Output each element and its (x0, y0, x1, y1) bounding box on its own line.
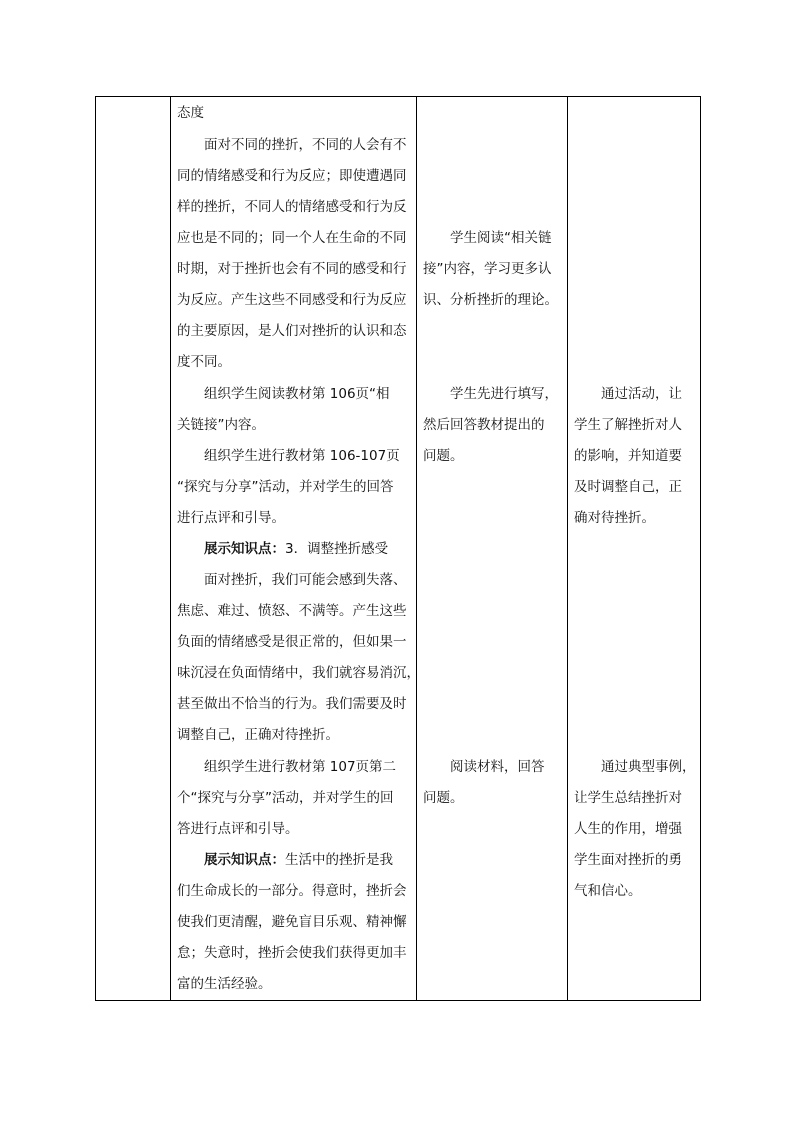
text-line: 富的生活经验。 (177, 976, 272, 992)
text-line: 组织学生进行教材第 106-107页 (204, 448, 400, 464)
table-row (96, 97, 701, 1001)
text-line: 怠；失意时，挫折会使我们获得更加丰 (177, 945, 407, 961)
text-line: 接”内容，学习更多认 (423, 261, 552, 277)
text-line: 学生了解挫折对人 (574, 417, 682, 433)
text-line: 时期，对于挫折也会有不同的感受和行 (177, 261, 407, 277)
design-intent-cell (568, 97, 701, 1001)
text-line: 态度 (177, 105, 204, 121)
knowledge-point-line (177, 541, 388, 557)
text-line: 们生命成长的一部分。得意时，挫折会 (177, 883, 407, 899)
lesson-plan-table (95, 96, 701, 1001)
blank-cell (96, 97, 171, 1001)
text-line: 识、分析挫折的理论。 (423, 292, 558, 308)
text-line: 甚至做出不恰当的行为。我们需要及时 (177, 696, 407, 712)
text-line: 人生的作用，增强 (574, 821, 682, 837)
text-line: 通过活动，让 (601, 386, 682, 402)
text-line: 面对挫折，我们可能会感到失落、 (204, 572, 407, 588)
knowledge-point-text: 生活中的挫折是我 (285, 852, 393, 868)
text-line: 组织学生进行教材第 107页第二 (204, 759, 397, 775)
text-line: 通过典型事例， (601, 759, 696, 775)
text-line: 让学生总结挫折对 (574, 790, 682, 806)
text-line: 同的情绪感受和行为反应；即使遭遇同 (177, 168, 407, 184)
text-line: 度不同。 (177, 354, 231, 370)
text-line: 组织学生阅读教材第 106页“相 (204, 386, 390, 402)
text-line: 的影响，并知道要 (574, 448, 682, 464)
text-line: 面对不同的挫折，不同的人会有不 (204, 137, 407, 153)
student-activity-cell (417, 97, 568, 1001)
knowledge-point-label: 展示知识点： (204, 852, 285, 868)
text-line: 学生阅读“相关链 (450, 230, 552, 246)
text-line: 进行点评和引导。 (177, 510, 285, 526)
text-line: 为反应。产生这些不同感受和行为反应 (177, 292, 407, 308)
text-line: 样的挫折，不同人的情绪感受和行为反 (177, 199, 407, 215)
teacher-activity-cell (171, 97, 420, 1001)
text-line: 应也是不同的；同一个人在生命的不同 (177, 230, 407, 246)
text-line: 学生先进行填写， (450, 386, 558, 402)
knowledge-point-line (177, 852, 393, 868)
text-line: 气和信心。 (574, 883, 642, 899)
text-line: 确对待挫折。 (574, 510, 655, 526)
text-line: 然后回答教材提出的 (423, 417, 545, 433)
knowledge-point-text: 3．调整挫折感受 (285, 541, 389, 557)
text-line: 问题。 (423, 448, 464, 464)
text-line: 关链接”内容。 (177, 417, 265, 433)
text-line: 答进行点评和引导。 (177, 821, 299, 837)
text-line: 味沉浸在负面情绪中，我们就容易消沉， (177, 665, 420, 681)
text-line: 阅读材料，回答 (450, 759, 545, 775)
text-line: 问题。 (423, 790, 464, 806)
text-line: 及时调整自己，正 (574, 479, 682, 495)
knowledge-point-label: 展示知识点： (204, 541, 285, 557)
text-line: “探究与分享”活动，并对学生的回答 (177, 479, 394, 495)
text-line: 使我们更清醒，避免盲目乐观、精神懈 (177, 914, 407, 930)
text-line: 调整自己，正确对待挫折。 (177, 727, 339, 743)
text-line: 的主要原因，是人们对挫折的认识和态 (177, 323, 407, 339)
text-line: 负面的情绪感受是很正常的，但如果一 (177, 634, 407, 650)
text-line: 个“探究与分享”活动，并对学生的回 (177, 790, 394, 806)
text-line: 焦虑、难过、愤怒、不满等。产生这些 (177, 603, 407, 619)
text-line: 学生面对挫折的勇 (574, 852, 682, 868)
